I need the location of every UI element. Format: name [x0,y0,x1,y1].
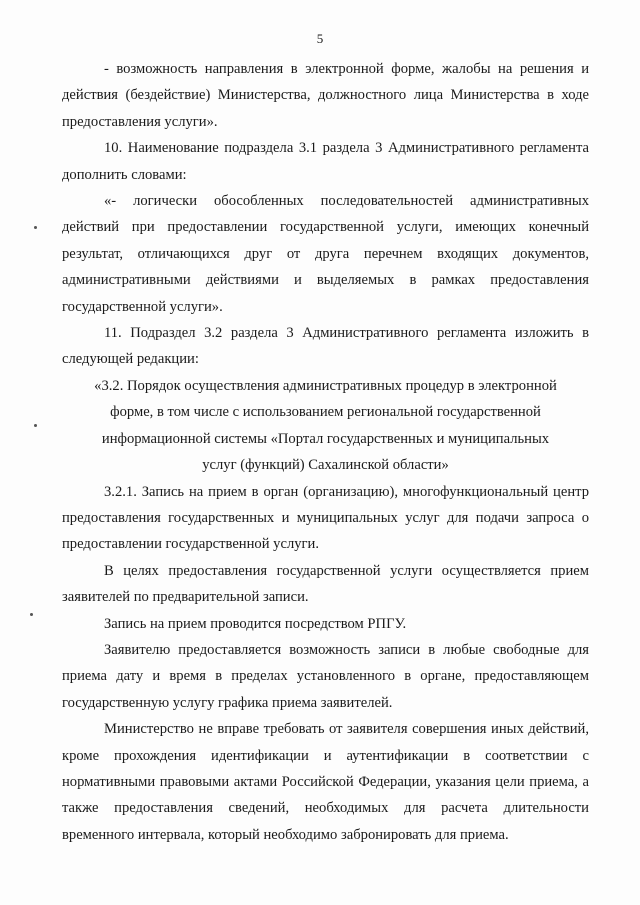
paragraph-free-slot: Заявителю предоставляется возможность записи в любые свободные для приема дату и время в пределах установленного в органе, предоставляющем государственную услугу графика приема заявителей. [62,641,589,711]
paragraph-item-11: 11. Подраздел 3.2 раздела 3 Административного регламента изложить в следующей редакции: [62,325,589,368]
scan-speck [30,613,33,616]
scan-speck [34,424,37,427]
paragraph-3-2-1: 3.2.1. Запись на прием в орган (организацию), многофункциональный центр предоставления государственных и муниципальных услуг для подачи запроса о предоставлении государственной услуги. [62,483,589,553]
paragraph-item-10-quote: «- логически обособленных последовательностей административных действий при предоставлении государственной услуги, имеющих конечный результат, отличающихся друг от друга перечнем входящих документов, административными действиями и выделяемых в рамках предоставления государственной услуги». [62,193,589,315]
paragraph-item-10: 10. Наименование подраздела 3.1 раздела 3 Административного регламента дополнить словами: [62,140,589,183]
paragraph-online-complaint: - возможность направления в электронной форме, жалобы на решения и действия (бездействие) Министерства, должностного лица Министерства в ходе предоставления услуги». [62,61,589,130]
section-heading-3-2: «3.2. Порядок осуществления административных процедур в электронной форме, в том числе с использованием региональной государственной информационной системы «Портал государственных и муниципальных услуг (функций) Сахалинской области» [94,377,557,474]
paragraph-rpgu: Запись на прием проводится посредством РПГУ. [104,615,407,632]
scan-speck [34,226,37,229]
document-body [62,56,589,848]
page-number: 5 [316,31,324,46]
paragraph-ministry-restrictions: Министерство не вправе требовать от заявителя совершения иных действий, кроме прохождения идентификации и аутентификации в соответствии с нормативными правовыми актами Российской Федерации, указания цели приема, а также предоставления сведений, необходимых для расчета длительности временного интервала, который необходимо забронировать для приема. [62,721,589,843]
paragraph-preliminary-appointment: В целях предоставления государственной услуги осуществляется прием заявителей по предварительной записи. [62,562,589,606]
